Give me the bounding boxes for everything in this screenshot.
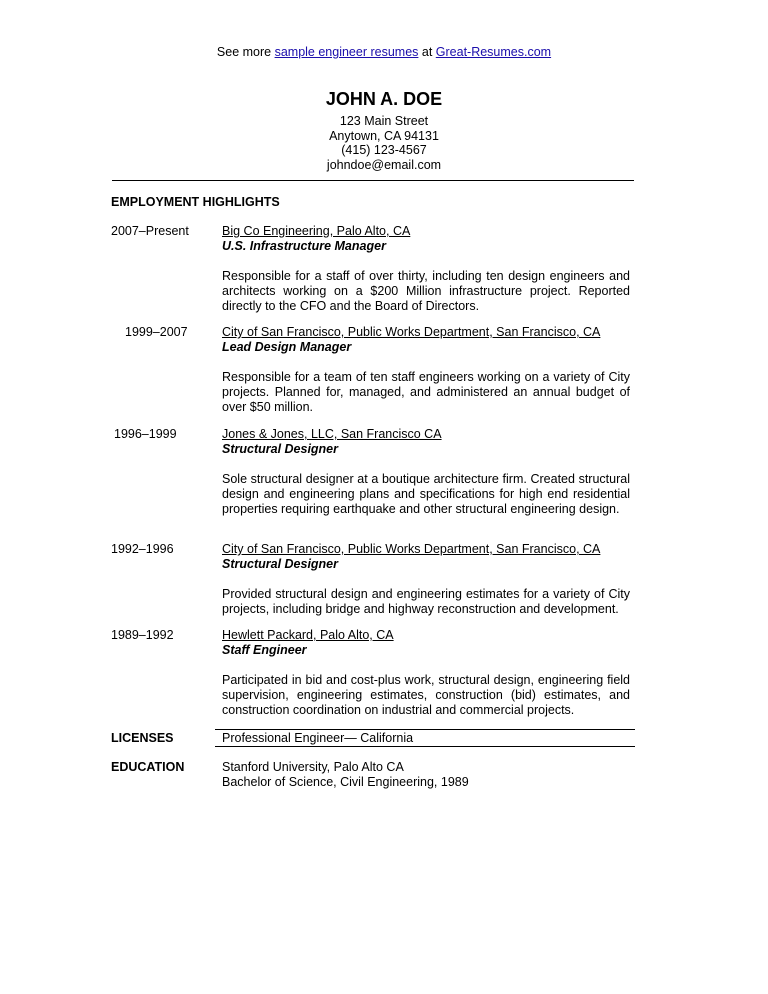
job-position: Structural Designer (222, 557, 339, 571)
job-description: Provided structural design and engineering estimates for a variety of City projects, including bridge and highway reconstruction and development. (222, 587, 630, 616)
job-employer: Jones & Jones, LLC, San Francisco CA (222, 427, 442, 441)
job-position: U.S. Infrastructure Manager (222, 239, 386, 253)
job-description: Participated in bid and cost-plus work, structural design, engineering field supervision, engineering estimates, construction (bid) estimates, and construction coordination on industrial and commercial projects. (222, 673, 630, 717)
job-description: Sole structural designer at a boutique architecture firm. Created structural design and engineering plans and specifications for high end residential properties requiring earthquake and other structural engineering design. (222, 472, 630, 516)
job-dates: 1989–1992 (111, 628, 174, 642)
job-description: Responsible for a staff of over thirty, including ten design engineers and architects working on a $200 Million infrastructure project. Reported directly to the CFO and the Board of Directors. (222, 269, 630, 313)
license-row (215, 729, 635, 747)
header-divider (112, 180, 634, 181)
job-employer: Big Co Engineering, Palo Alto, CA (222, 224, 411, 238)
job-entry (222, 628, 630, 718)
phone-number: (415) 123-4567 (341, 143, 427, 158)
job-entry (222, 542, 630, 617)
sample-resumes-link[interactable]: sample engineer resumes (274, 45, 419, 59)
job-entry (222, 427, 630, 517)
job-entry (222, 325, 630, 415)
job-description: Responsible for a team of ten staff engineers working on a variety of City projects. Planned for, managed, and administered an annual budget of over $50 million. (222, 370, 630, 414)
education-section-title: EDUCATION (111, 760, 185, 774)
education-degree: Bachelor of Science, Civil Engineering, 1989 (222, 775, 469, 789)
employment-section-title: EMPLOYMENT HIGHLIGHTS (111, 195, 280, 209)
job-position: Staff Engineer (222, 643, 307, 657)
job-entry (222, 224, 630, 314)
job-employer: City of San Francisco, Public Works Department, San Francisco, CA (222, 542, 601, 556)
job-dates: 2007–Present (111, 224, 189, 238)
job-dates: 1999–2007 (125, 325, 188, 339)
email-address: johndoe@email.com (326, 157, 442, 172)
street-address: 123 Main Street (339, 114, 429, 128)
source-note (0, 45, 768, 60)
source-note-middle: at (418, 45, 436, 59)
job-position: Structural Designer (222, 442, 339, 456)
city-state-zip: Anytown, CA 94131 (329, 128, 439, 143)
education-school: Stanford University, Palo Alto CA (222, 760, 404, 774)
job-employer: Hewlett Packard, Palo Alto, CA (222, 628, 394, 642)
applicant-name: JOHN A. DOE (325, 89, 443, 109)
education-entry (222, 760, 630, 790)
job-position: Lead Design Manager (222, 340, 352, 354)
job-dates: 1996–1999 (114, 427, 177, 441)
resume-header (0, 88, 768, 172)
job-employer: City of San Francisco, Public Works Department, San Francisco, CA (222, 325, 601, 339)
license-text: Professional Engineer— California (222, 731, 414, 745)
job-dates: 1992–1996 (111, 542, 174, 556)
source-note-prefix: See more (216, 45, 275, 59)
great-resumes-link[interactable]: Great-Resumes.com (435, 45, 552, 59)
licenses-section-title: LICENSES (111, 731, 174, 745)
